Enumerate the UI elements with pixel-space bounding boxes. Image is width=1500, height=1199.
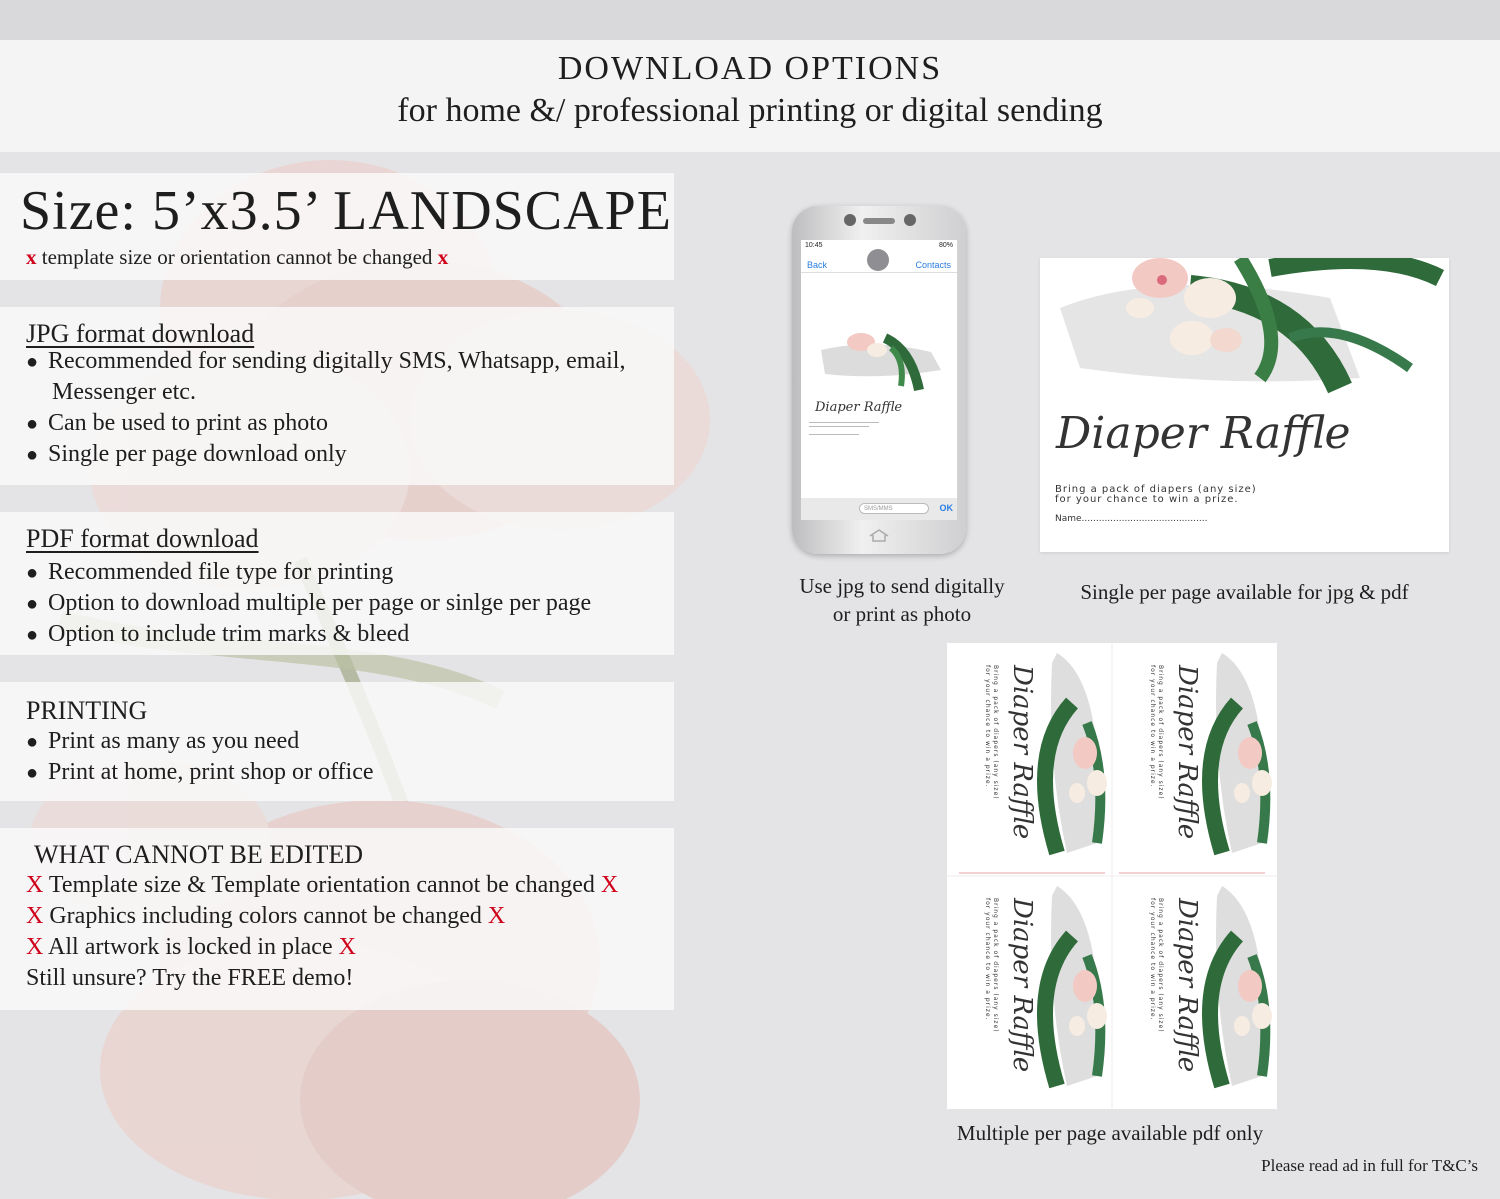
caption-single: Single per page available for jpg & pdf (1080, 580, 1409, 604)
sms-input[interactable]: SMS/MMS (859, 503, 929, 514)
camera-icon (844, 214, 856, 226)
size-panel (0, 173, 674, 280)
speaker-grille (863, 218, 895, 224)
sheet-card-line: Bring a pack of diapers (any size) (992, 665, 999, 800)
sheet-card-title: Diaper Raffle (1007, 898, 1037, 1073)
x-mark: x (26, 245, 37, 269)
back-link[interactable]: Back (807, 260, 828, 270)
mini-card-title: Diaper Raffle (815, 400, 903, 415)
list-item: ● Print as many as you need (26, 728, 300, 754)
list-item: ● Option to download multiple per page or sinlge per page (26, 590, 592, 616)
page-title: DOWNLOAD OPTIONS (557, 50, 943, 87)
card-name-line: Name............................................ (1055, 514, 1208, 524)
cannot-edit-panel (0, 828, 674, 1010)
list-item: ● Option to include trim marks & bleed (26, 621, 410, 647)
phone-screen (801, 240, 957, 520)
list-item: ● Recommended for sending digitally SMS, Whatsapp, email, (26, 348, 626, 374)
printing-title: PRINTING (26, 696, 148, 725)
header-banner (0, 40, 1500, 152)
flower-background-illustration (0, 140, 780, 1199)
divider (801, 272, 957, 273)
text-line (809, 422, 879, 423)
card-line-1: Bring a pack of diapers (any size) (1055, 484, 1257, 495)
sheet-card-line: Bring a pack of diapers (any size) (1157, 665, 1164, 800)
status-time: 10:45 (805, 242, 823, 249)
printing-panel (0, 682, 674, 801)
list-item: ● Print at home, print shop or office (26, 759, 374, 785)
sheet-card-title: Diaper Raffle (1172, 898, 1202, 1073)
list-item-continued: Messenger etc. (52, 379, 196, 405)
pdf-title: PDF format download (26, 524, 259, 553)
sheet-card-line: for your chance to win a prize. (1149, 898, 1156, 1021)
avatar (867, 249, 889, 271)
jpg-title: JPG format download (26, 319, 255, 348)
sensor-icon (904, 214, 916, 226)
card-line-2: for your chance to win a prize. (1055, 494, 1239, 505)
free-demo-text: Still unsure? Try the FREE demo! (26, 965, 354, 991)
jpg-panel (0, 307, 674, 485)
page-subtitle: for home &/ professional printing or digital sending (397, 92, 1103, 129)
top-strip (0, 0, 1500, 40)
list-item: ● Recommended file type for printing (26, 559, 394, 585)
sheet-card-line: for your chance to win a prize. (984, 665, 991, 788)
card-floral-art (1040, 258, 1449, 552)
restriction-item: X All artwork is locked in place X (26, 934, 356, 960)
cannot-edit-title: WHAT CANNOT BE EDITED (34, 840, 364, 869)
size-title: Size: 5’x3.5’ LANDSCAPE (20, 180, 672, 242)
sheet-card-title: Diaper Raffle (1007, 665, 1037, 840)
size-note-text: template size or orientation cannot be changed (41, 245, 433, 269)
text-line (809, 426, 869, 427)
status-battery: 80% (938, 242, 953, 249)
sheet-card-line: Bring a pack of diapers (any size) (1157, 898, 1164, 1033)
caption-phone-line-2: or print as photo (832, 602, 972, 626)
mini-card-art (801, 330, 957, 440)
phone-mockup (792, 206, 966, 554)
pdf-panel (0, 512, 674, 655)
terms-footnote: Please read ad in full for T&C’s (1261, 1156, 1478, 1175)
restriction-item: X Template size & Template orientation cannot be changed X (26, 872, 619, 898)
home-icon (866, 528, 892, 542)
contacts-link[interactable]: Contacts (915, 260, 951, 270)
send-button[interactable]: OK (939, 503, 953, 513)
text-line (809, 434, 859, 435)
list-item: ● Can be used to print as photo (26, 410, 328, 436)
sheet-card-line: for your chance to win a prize. (984, 898, 991, 1021)
caption-phone-line-1: Use jpg to send digitally (799, 574, 1005, 598)
restriction-item: X Graphics including colors cannot be changed X (26, 903, 506, 929)
sheet-card-line: Bring a pack of diapers (any size) (992, 898, 999, 1033)
size-note (26, 245, 448, 270)
single-card-preview (1040, 258, 1449, 552)
list-item: ● Single per page download only (26, 441, 347, 467)
card-title: Diaper Raffle (1056, 408, 1351, 459)
caption-multiple: Multiple per page available pdf only (956, 1121, 1264, 1145)
sheet-card-line: for your chance to win a prize. (1149, 665, 1156, 788)
multi-card-sheet (947, 643, 1277, 1109)
sheet-card-title: Diaper Raffle (1172, 665, 1202, 840)
x-mark: x (437, 245, 449, 269)
message-bar (801, 498, 957, 520)
